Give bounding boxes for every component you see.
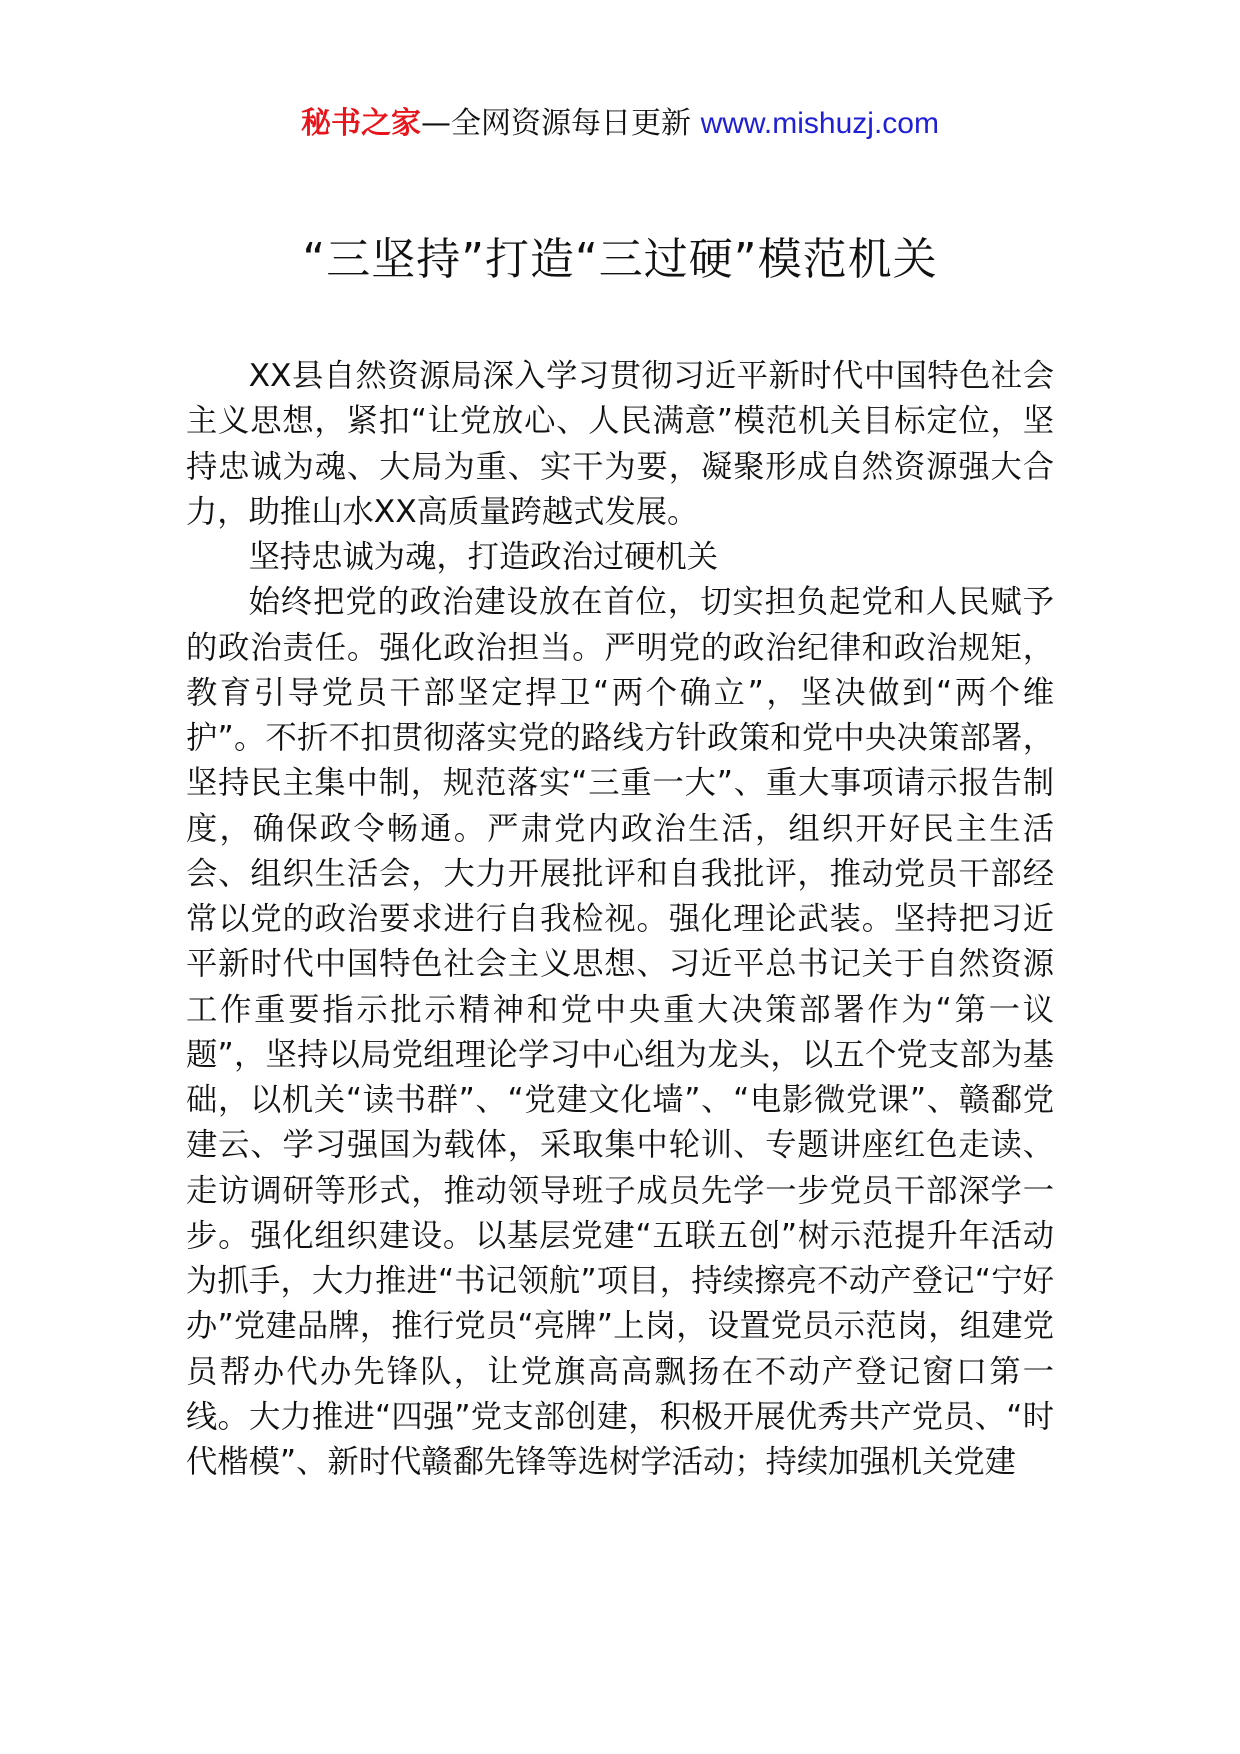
document-title: “三坚持”打造“三过硬”模范机关 xyxy=(302,234,938,285)
section-heading: 坚持忠诚为魂，打造政治过硬机关 xyxy=(248,539,719,575)
site-header xyxy=(0,104,1240,144)
site-url-link[interactable]: www.mishuzj.com xyxy=(700,107,939,140)
site-tagline: —全网资源每日更新 xyxy=(421,106,692,141)
document-body xyxy=(186,354,1054,1485)
paragraph-body: 始终把党的政治建设放在首位，切实担负起党和人民赋予的政治责任。强化政治担当。严明党的政治纪律和政治规矩，教育引导党员干部坚定捍卫“两个确立”，坚决做到“两个维护”。不折不扣贯彻落实党的路线方针政策和党中央决策部署，坚持民主集中制，规范落实“三重一大”、重大事项请示报告制度，确保政令畅通。严肃党内政治生活，组织开好民主生活会、组织生活会，大力开展批评和自我批评，推动党员干部经常以党的政治要求进行自我检视。强化理论武装。坚持把习近平新时代中国特色社会主义思想、习近平总书记关于自然资源工作重要指示批示精神和党中央重大决策部署作为“第一议题”，坚持以局党组理论学习中心组为龙头，以五个党支部为基础，以机关“读书群”、“党建文化墙”、“电影微党课”、赣鄱党建云、学习强国为载体，采取集中轮训、专题讲座红色走读、走访调研等形式，推动领导班子成员先学一步党员干部深学一步。强化组织建设。以基层党建“五联五创”树示范提升年活动为抓手，大力推进“书记领航”项目，持续擦亮不动产登记“宁好办”党建品牌，推行党员“亮牌”上岗，设置党员示范岗，组建党员帮办代办先锋队，让党旗高高飘扬在不动产登记窗口第一线。大力推进“四强”党支部创建，积极开展优秀共产党员、“时代楷模”、新时代赣鄱先锋等选树学活动；持续加强机关党建 xyxy=(186,584,1054,1480)
site-brand: 秘书之家 xyxy=(301,106,422,141)
paragraph-intro: XX县自然资源局深入学习贯彻习近平新时代中国特色社会主义思想，紧扣“让党放心、人民满意”模范机关目标定位，坚持忠诚为魂、大局为重、实干为要，凝聚形成自然资源强大合力，助推山水XX高质量跨越式发展。 xyxy=(186,358,1054,530)
